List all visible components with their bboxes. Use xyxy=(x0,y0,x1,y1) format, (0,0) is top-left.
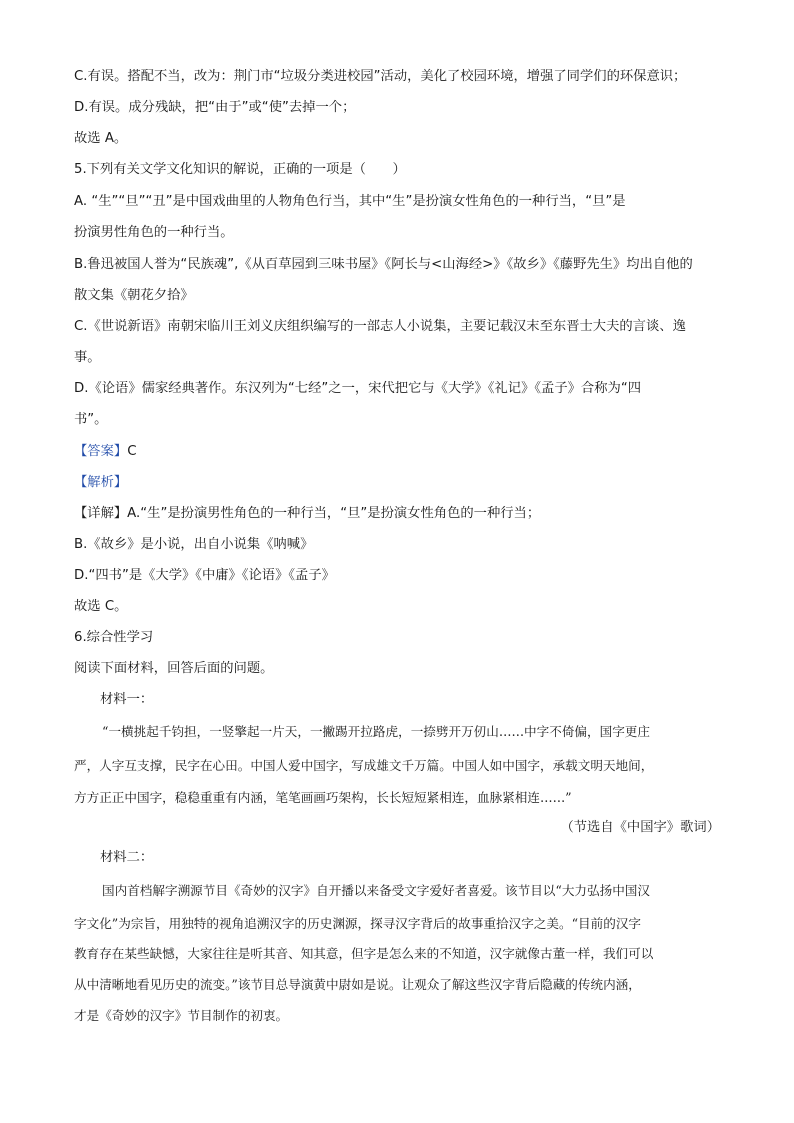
answer-line-d: D.有误。成分残缺，把“由于”或“使”去掉一个； xyxy=(74,100,356,115)
material-1-line-1: “一横挑起千钧担，一竖擎起一片天，一撇踢开拉路虎，一捺劈开万仞山……中字不倚偏，国字更庄 xyxy=(102,724,650,739)
material-2-line-3: 教育存在某些缺憾，大家往往是听其音、知其意，但字是怎么来的不知道，汉字就像古董一样，我们可以 xyxy=(74,946,654,961)
question-6-instruction: 阅读下面材料，回答后面的问题。 xyxy=(74,661,274,676)
option-d-line-1: D.《论语》儒家经典著作。东汉列为“七经”之一，宋代把它与《大学》《礼记》《孟子》合称为“四 xyxy=(74,381,642,396)
material-1-label: 材料一： xyxy=(100,692,154,707)
answer-label: 【答案】 xyxy=(74,444,128,459)
material-2-line-1: 国内首档解字溯源节目《奇妙的汉字》自开播以来备受文字爱好者喜爱。该节目以“大力弘扬中国汉 xyxy=(102,883,650,898)
detail-b-line: B.《故乡》是小说，出自小说集《呐喊》 xyxy=(74,537,314,552)
option-a-line-1: A. “生”“旦”“丑”是中国戏曲里的人物角色行当，其中“生”是扮演女性角色的一种行当，“旦”是 xyxy=(74,194,626,209)
option-b-line-2: 散文集《朝花夕拾》 xyxy=(74,288,194,303)
choose-c-line: 故选 C。 xyxy=(74,599,128,614)
material-1-source: （节选自《中国字》歌词） xyxy=(560,820,720,835)
material-1-line-2: 严，人字互支撑，民字在心田。中国人爱中国字，写成雄文千万篇。中国人如中国字，承载文明天地间， xyxy=(74,758,654,773)
option-d-line-2: 书”。 xyxy=(74,412,108,427)
question-6-title: 6.综合性学习 xyxy=(74,630,154,645)
question-5-stem: 5.下列有关文学文化知识的解说，正确的一项是（ ） xyxy=(74,162,406,177)
choose-a-line: 故选 A。 xyxy=(74,131,128,146)
option-c-line-1: C.《世说新语》南朝宋临川王刘义庆组织编写的一部志人小说集，主要记载汉末至东晋士大夫的言谈、逸 xyxy=(74,319,686,334)
material-2-line-4: 从中清晰地看见历史的流变。”该节目总导演黄中尉如是说。让观众了解这些汉字背后隐藏的传统内涵， xyxy=(74,977,641,992)
detail-line: 【详解】A.“生”是扮演男性角色的一种行当，“旦”是扮演女性角色的一种行当； xyxy=(74,506,541,521)
option-c-line-2: 事。 xyxy=(74,350,101,365)
option-b-line-1: B.鲁迅被国人誉为“民族魂”,《从百草园到三味书屋》《阿长与<山海经>》《故乡》《藤野先生》均出自他的 xyxy=(74,257,693,272)
material-2-line-5: 才是《奇妙的汉字》节目制作的初衷。 xyxy=(74,1008,289,1023)
detail-d-line: D.“四书”是《大学》《中庸》《论语》《孟子》 xyxy=(74,568,335,583)
answer-line-c: C.有误。搭配不当，改为：荆门市“垃圾分类进校园”活动，美化了校园环境，增强了同学们的环保意识； xyxy=(74,69,687,84)
answer-value: C xyxy=(127,444,137,459)
answer-row xyxy=(74,443,136,461)
analysis-label: 【解析】 xyxy=(74,475,128,490)
option-a-line-2: 扮演男性角色的一种行当。 xyxy=(74,225,234,240)
material-2-label: 材料二： xyxy=(100,850,154,865)
material-2-line-2: 字文化”为宗旨，用独特的视角追溯汉字的历史渊源，探寻汉字背后的故事重拾汉字之美。“目前的汉字 xyxy=(74,916,642,931)
material-1-line-3: 方方正正中国字，稳稳重重有内涵，笔笔画画巧架构，长长短短紧相连，血脉紧相连……” xyxy=(74,790,572,805)
